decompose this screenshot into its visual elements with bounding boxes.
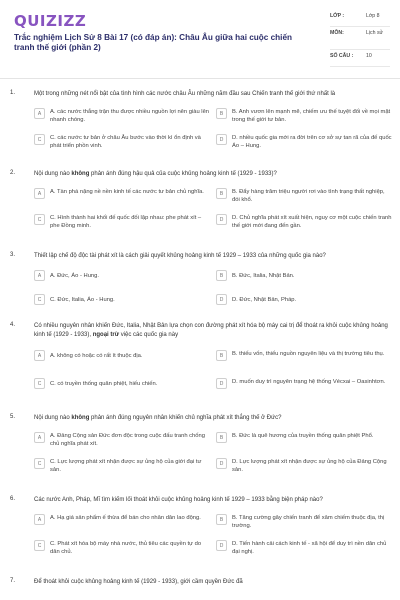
question-text-part: Nội dung nào bbox=[34, 415, 72, 421]
option-text: C. Đức, Italia, Áo - Hung. bbox=[50, 297, 115, 303]
option-text: B. Đức là quê hương của truyền thống quân phiệt Phổ. bbox=[232, 433, 374, 439]
question-text-emphasis: không bbox=[71, 415, 90, 421]
option-text: A. Đảng Cộng sản Đức đơn độc trong cuộc đấu tranh chống chủ nghĩa phát xít. bbox=[50, 433, 205, 447]
question-number: 2. bbox=[10, 170, 16, 176]
worksheet-header bbox=[0, 0, 400, 79]
question-text bbox=[34, 170, 390, 179]
question-number: 1. bbox=[10, 90, 16, 96]
option-text: D. Đức, Nhật Bản, Pháp. bbox=[232, 297, 297, 303]
option-text: B. thiếu vốn, thiếu nguồn nguyên liệu và thị trường tiêu thụ. bbox=[232, 351, 385, 357]
worksheet-meta bbox=[330, 10, 390, 67]
option-letter: A bbox=[34, 350, 45, 361]
option-letter: C bbox=[34, 378, 45, 389]
option-text: D. Tiến hành cải cách kinh tế - xã hội để duy trì nền dân chủ đại nghị. bbox=[232, 541, 387, 555]
option-letter: B bbox=[216, 350, 227, 361]
option-text: A. Tàn phá nặng nề nền kinh tế các nước tư bản chủ nghĩa. bbox=[50, 189, 204, 195]
option-text: D. nhiều quốc gia mới ra đời trên cơ sở sự tan rã của đế quốc Áo – Hung. bbox=[232, 135, 392, 149]
option-text: C. các nước tư bản ở châu Âu bước vào thời kì ổn định và phát triển phồn vinh. bbox=[50, 135, 201, 149]
option-text: B. Tăng cường gây chiến tranh để xâm chiếm thuộc địa, thị trường. bbox=[232, 515, 385, 529]
question-text bbox=[34, 322, 390, 339]
option-text: C. Lực lượng phát xít nhận được sự ủng hộ của giới đại tư sản. bbox=[50, 459, 202, 473]
meta-row-count bbox=[330, 50, 390, 67]
option-letter: C bbox=[34, 134, 45, 145]
question-text-part: việc các quốc gia này bbox=[119, 331, 179, 338]
option-letter: A bbox=[34, 432, 45, 443]
question-text-emphasis: ngoại trừ bbox=[92, 331, 120, 338]
option-letter: A bbox=[34, 514, 45, 525]
option-letter: D bbox=[216, 294, 227, 305]
option-letter: C bbox=[34, 458, 45, 469]
option-letter: D bbox=[216, 378, 227, 389]
meta-value: Lịch sử bbox=[366, 30, 384, 36]
question-text-part: Nội dung nào bbox=[34, 171, 72, 177]
quizizz-logo: QUIZIZZ bbox=[14, 12, 87, 30]
meta-key: SỐ CÂU : bbox=[330, 53, 354, 59]
option-letter: B bbox=[216, 188, 227, 199]
option-text: C. Hình thành hai khối đế quốc đối lập nhau: phe phát xít – phe Đồng minh. bbox=[50, 215, 202, 229]
option-letter: B bbox=[216, 514, 227, 525]
meta-value: 10 bbox=[366, 53, 372, 59]
option-letter: A bbox=[34, 108, 45, 119]
option-letter: A bbox=[34, 270, 45, 281]
meta-value: Lớp 8 bbox=[366, 13, 380, 19]
option-text: B. Đức, Italia, Nhật Bản. bbox=[232, 273, 295, 279]
option-text: B. Đẩy hàng trăm triệu người rơi vào tình trạng thất nghiệp, đói khổ. bbox=[232, 189, 385, 203]
question-text: Các nước Anh, Pháp, Mĩ tìm kiếm lối thoát khỏi cuộc khủng hoảng kinh tế 1929 – 1933 bằng biện pháp nào? bbox=[34, 497, 323, 503]
question-text bbox=[34, 414, 390, 423]
question-text-part: phản ánh đúng hậu quả của cuộc khủng hoảng kinh tế (1929 - 1933)? bbox=[89, 171, 277, 177]
question-number: 6. bbox=[10, 496, 16, 502]
option-letter: B bbox=[216, 270, 227, 281]
option-letter: D bbox=[216, 214, 227, 225]
question-number: 7. bbox=[10, 578, 16, 584]
question-text: Để thoát khỏi cuộc khủng hoảng kinh tế (1929 - 1933), giới cầm quyền Đức đã bbox=[34, 579, 243, 585]
option-text: D. Lực lượng phát xít nhận được sự ủng hộ của Đảng Cộng sản. bbox=[232, 459, 387, 473]
option-letter: B bbox=[216, 432, 227, 443]
option-letter: C bbox=[34, 214, 45, 225]
option-text: A. các nước thắng trận thu được nhiều nguồn lợi nên giàu lên nhanh chóng. bbox=[50, 109, 210, 123]
option-text: C. có truyền thống quân phiệt, hiếu chiến. bbox=[50, 381, 158, 387]
question-number: 3. bbox=[10, 252, 16, 258]
option-text: A. Đức, Áo - Hung. bbox=[50, 273, 99, 279]
option-text: D. muốn duy trì nguyên trạng hệ thống Vécxai – Oasinhtơn. bbox=[232, 379, 386, 385]
option-letter: B bbox=[216, 108, 227, 119]
option-letter: D bbox=[216, 134, 227, 145]
option-letter: C bbox=[34, 294, 45, 305]
question-text-part: Có nhiều nguyên nhân khiến Đức, Italia, Nhật Bản lựa chọn con đường phát xít hóa bộ máy cai trị để thoát ra khỏi cuộc khủng hoảng kinh tế (1929 - 1933), bbox=[34, 323, 388, 338]
question-text-part: phản ánh đúng nguyên nhân khiến chủ nghĩa phát xít thắng thế ở Đức? bbox=[89, 415, 282, 421]
question-number: 5. bbox=[10, 414, 16, 420]
question-text: Thiết lập chế độ độc tài phát xít là cách giải quyết khủng hoảng kinh tế 1929 – 1933 của những quốc gia nào? bbox=[34, 253, 326, 259]
option-letter: A bbox=[34, 188, 45, 199]
question-text-emphasis: không bbox=[71, 171, 90, 177]
meta-row-grade bbox=[330, 10, 390, 27]
question-number: 4. bbox=[10, 322, 16, 328]
option-text: D. Chủ nghĩa phát xít xuất hiện, nguy cơ một cuộc chiến tranh thế giới mới đang đến gần. bbox=[232, 215, 392, 229]
meta-key: LỚP : bbox=[330, 13, 345, 19]
option-letter: D bbox=[216, 458, 227, 469]
meta-row-subject bbox=[330, 27, 390, 50]
worksheet-title: Trắc nghiệm Lịch Sử 8 Bài 17 (có đáp án): Châu Âu giữa hai cuộc chiến tranh thế giới (phần 2) bbox=[14, 33, 293, 52]
option-text: C. Phát xít hóa bộ máy nhà nước, thủ tiêu các quyền tự do dân chủ. bbox=[50, 541, 202, 555]
option-letter: D bbox=[216, 540, 227, 551]
question-text: Một trong những nét nổi bật của tình hình các nước châu Âu những năm đầu sau Chiến tranh thế giới thứ nhất là bbox=[34, 91, 336, 97]
meta-key: MÔN: bbox=[330, 30, 344, 36]
option-text: A. không có hoặc có rất ít thuộc địa. bbox=[50, 353, 143, 359]
option-text: A. Hạ giá sản phẩm ế thừa để bán cho nhân dân lao động. bbox=[50, 515, 201, 521]
option-text: B. Anh vươn lên mạnh mẽ, chiếm ưu thế tuyệt đối về mọi mặt trong thế giới tư bản. bbox=[232, 109, 391, 123]
option-letter: C bbox=[34, 540, 45, 551]
